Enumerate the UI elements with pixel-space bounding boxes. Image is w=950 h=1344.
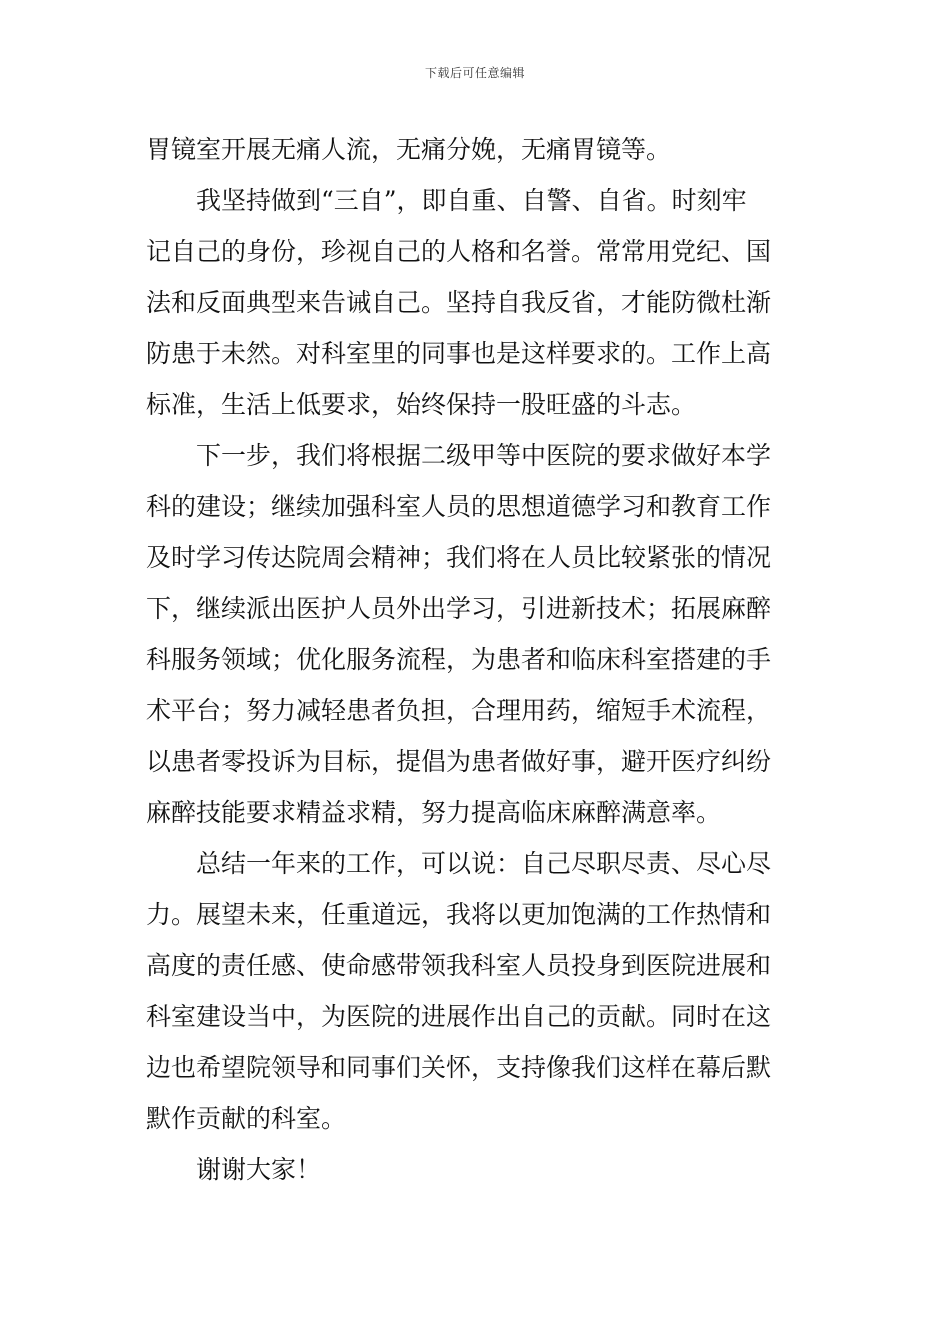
text-line: 高度的责任感、使命感带领我科室人员投身到医院进展和 <box>146 951 772 980</box>
text-line: 及时学习传达院周会精神；我们将在人员比较紧张的情况 <box>146 543 772 572</box>
text-line: 默作贡献的科室。 <box>146 1104 347 1133</box>
text-line: 我坚持做到“三自”，即自重、自警、自省。时刻牢 <box>196 186 747 215</box>
text-line: 边也希望院领导和同事们关怀，支持像我们这样在幕后默 <box>146 1053 772 1082</box>
text-line: 下，继续派出医护人员外出学习，引进新技术；拓展麻醉 <box>146 594 772 623</box>
text-line: 以患者零投诉为目标，提倡为患者做好事，避开医疗纠纷 <box>146 747 772 776</box>
text-line: 标准，生活上低要求，始终保持一股旺盛的斗志。 <box>146 390 697 419</box>
text-line: 谢谢大家！ <box>196 1155 322 1184</box>
text-line: 科的建设；继续加强科室人员的思想道德学习和教育工作 <box>146 492 772 521</box>
text-line: 科服务领域；优化服务流程，为患者和临床科室搭建的手 <box>146 645 772 674</box>
text-line: 科室建设当中，为医院的进展作出自己的贡献。同时在这 <box>146 1002 772 1031</box>
text-line: 防患于未然。对科室里的同事也是这样要求的。工作上高 <box>146 339 772 368</box>
text-line: 胃镜室开展无痛人流，无痛分娩，无痛胃镜等。 <box>146 135 672 164</box>
text-line: 力。展望未来，任重道远，我将以更加饱满的工作热情和 <box>146 900 772 929</box>
text-line: 法和反面典型来告诫自己。坚持自我反省，才能防微杜渐 <box>146 288 772 317</box>
text-line: 总结一年来的工作，可以说：自己尽职尽责、尽心尽 <box>196 849 772 878</box>
text-line: 记自己的身份，珍视自己的人格和名誉。常常用党纪、国 <box>146 237 772 266</box>
text-line: 术平台；努力减轻患者负担，合理用药，缩短手术流程， <box>146 696 772 725</box>
text-line: 下一步，我们将根据二级甲等中医院的要求做好本学 <box>196 441 772 470</box>
document-body <box>146 124 806 1195</box>
page-header: 下载后可任意编辑 <box>424 66 525 80</box>
text-line: 麻醉技能要求精益求精，努力提高临床麻醉满意率。 <box>146 798 722 827</box>
